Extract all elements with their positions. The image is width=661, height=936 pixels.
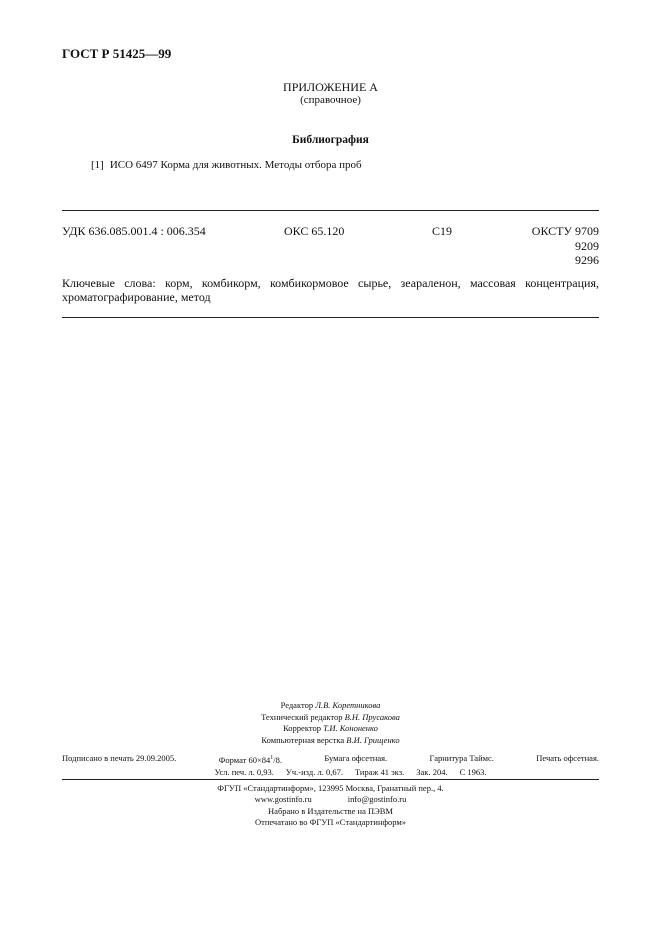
paper-type: Бумага офсетная. bbox=[324, 753, 388, 763]
c-code: С 1963. bbox=[459, 766, 487, 777]
document-code: ГОСТ Р 51425—99 bbox=[62, 46, 172, 61]
appendix-title: ПРИЛОЖЕНИЕ А bbox=[283, 80, 378, 94]
publisher-info bbox=[0, 783, 661, 829]
okstu-code: 9296 bbox=[575, 253, 599, 267]
appendix-subtitle: (справочное) bbox=[300, 94, 361, 106]
publisher-address: ФГУП «Стандартинформ», 123995 Москва, Гранатный пер., 4. bbox=[217, 783, 444, 793]
staff-line bbox=[0, 700, 661, 712]
staff-role: Редактор bbox=[280, 700, 314, 710]
publisher-printed: Отпечатано во ФГУП «Стандартинформ» bbox=[254, 817, 407, 828]
website-link[interactable]: www.gostinfo.ru bbox=[254, 794, 312, 805]
bibliography-item-number: [1] bbox=[91, 159, 104, 171]
staff-name: Л.В. Коретникова bbox=[315, 700, 381, 710]
okstu-code: ОКСТУ 9709 bbox=[531, 224, 599, 238]
print-run: Тираж 41 экз. bbox=[354, 766, 405, 777]
okstu-codes bbox=[532, 224, 599, 268]
staff-role: Корректор bbox=[283, 723, 321, 734]
print-info bbox=[62, 752, 599, 778]
okstu-code: 9209 bbox=[575, 238, 599, 253]
order-number: Зак. 204. bbox=[416, 766, 448, 777]
paper-format: Формат $60\times 84^1/8$. bbox=[218, 754, 283, 765]
publisher-web bbox=[255, 794, 407, 805]
class-code: С19 bbox=[432, 224, 453, 238]
printing-type: Печать офсетная. bbox=[536, 753, 599, 763]
staff-name: Т.И. Кононенко bbox=[323, 723, 378, 734]
staff-line bbox=[0, 735, 661, 747]
staff-line bbox=[0, 712, 661, 724]
print-info-row bbox=[102, 766, 599, 778]
publishing-sheets: Уч.-изд. л. 0,67. bbox=[285, 766, 343, 777]
divider-bottom bbox=[62, 779, 599, 780]
staff-name: В.Н. Прусакова bbox=[344, 711, 400, 722]
typeface: Гарнитура Таймс. bbox=[429, 753, 494, 763]
bibliography-item-text: ИСО 6497 Корма для животных. Методы отбора проб bbox=[109, 159, 362, 171]
printed-sheets: Усл. печ. л. 0,93. bbox=[214, 766, 274, 777]
publisher-typeset: Набрано в Издательстве на ПЭВМ bbox=[268, 805, 393, 816]
email-link[interactable]: info@gostinfo.ru bbox=[347, 794, 407, 805]
bibliography-item bbox=[91, 159, 362, 171]
divider-top bbox=[62, 210, 599, 211]
staff-name: В.И. Грищенко bbox=[346, 734, 400, 745]
keywords: Ключевые слова: корм, комбикорм, комбикормовое сырье, зеараленон, массовая концентрация, хроматографирование, метод bbox=[62, 276, 599, 304]
oks-code: ОКС 65.120 bbox=[284, 224, 345, 238]
staff-credits bbox=[0, 700, 661, 746]
staff-role: Компьютерная верстка bbox=[261, 734, 345, 745]
udk-code: УДК 636.085.001.4 : 006.354 bbox=[62, 224, 206, 238]
print-info-row bbox=[62, 752, 599, 766]
staff-role: Технический редактор bbox=[261, 711, 343, 722]
signed-date: Подписано в печать 29.09.2005. bbox=[62, 753, 177, 763]
bibliography-title: Библиография bbox=[292, 134, 369, 146]
divider-keywords bbox=[62, 317, 599, 318]
staff-line bbox=[0, 723, 661, 735]
